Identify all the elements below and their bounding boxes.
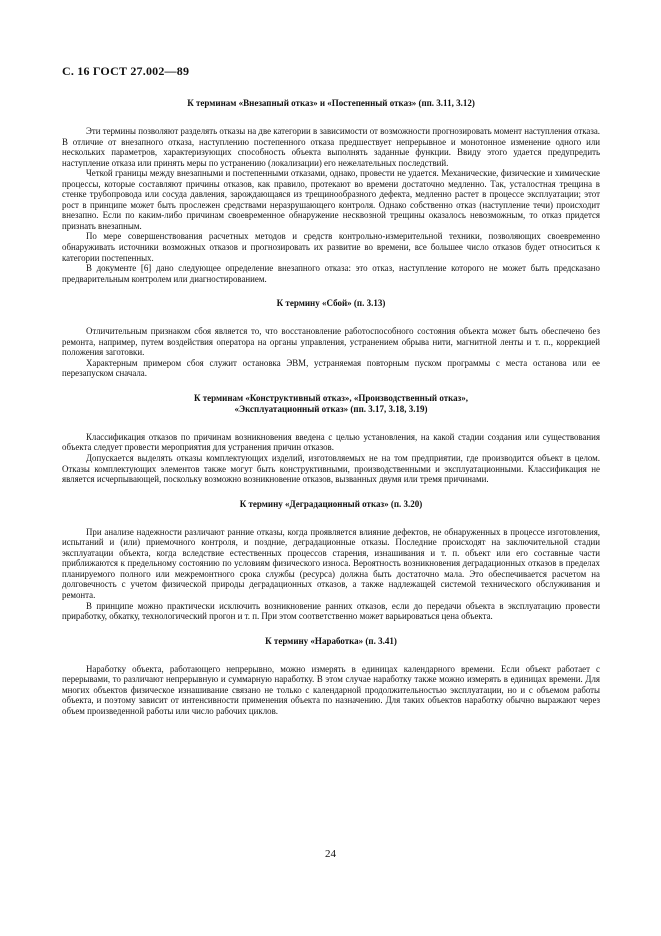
- section-operating-time: [62, 636, 600, 717]
- heading-line: «Эксплуатационный отказ» (пп. 3.17, 3.18, 3.19): [234, 403, 428, 414]
- paragraph: Характерным примером сбоя служит остановка ЭВМ, устраняемая повторным пуском программы с места останова или ее перезапуском сначала.: [62, 357, 600, 379]
- paragraph: Отличительным признаком сбоя является то, что восстановление работоспособного состояния объекта может быть обеспечено без ремонта, например, путем воздействия оператора на органы управления, устранением обрыва нити, магнитной ленты и т. п., коррекцией положения заготовки.: [62, 326, 600, 358]
- paragraph: Эти термины позволяют разделять отказы на две категории в зависимости от возможности прогнозировать момент наступления отказа. В отличие от внезапного отказа, наступлению постепенного отказа предшествует непрерывное и монотонное изменение одного или нескольких параметров, характеризующих способность объекта выполнять заданные функции. Ввиду этого удается предупредить наступление отказа или принять меры по устранению (локализации) его нежелательных последствий.: [62, 126, 600, 168]
- spacer: [62, 379, 600, 393]
- heading-line: К терминам «Внезапный отказ» и «Постепенный отказ» (пп. 3.11, 3.12): [187, 98, 475, 108]
- heading-line: К термину «Сбой» (п. 3.13): [276, 298, 386, 309]
- spacer: [62, 284, 600, 298]
- section-heading: [62, 499, 600, 510]
- section-degradation-failure: [62, 499, 600, 622]
- heading-line: К терминам «Конструктивный отказ», «Производственный отказ»,: [193, 392, 469, 403]
- section-heading: [62, 393, 600, 415]
- heading-line: К термину «Наработка» (п. 3.41): [265, 635, 397, 646]
- paragraph: По мере совершенствования расчетных методов и средств контрольно-измерительной техники, позволяющих своевременно обнаруживать источники возможных отказов и прогнозировать их развитие во времени, все большее число отказов будет относиться к категории постепенных.: [62, 231, 600, 263]
- section-heading: [62, 636, 600, 647]
- section-glitch: [62, 298, 600, 379]
- paragraph: Наработку объекта, работающего непрерывно, можно измерять в единицах календарного времени. Если объект работает с перерывами, то различают непрерывную и суммарную наработку. В этом случае наработку также можно измерять в единицах времени. Для многих объектов физическое изнашивание связано не только с календарной продолжительностью эксплуатации, но и с объемом работы объекта, и поэтому зависит от интенсивности применения объекта по назначению. Для таких объектов наработку обычно выражают через объем произведенной работы или число рабочих циклов.: [62, 663, 600, 716]
- paragraph: Допускается выделять отказы комплектующих изделий, изготовляемых не на том предприятии, где производится объект в целом. Отказы комплектующих элементов также могут быть конструктивными, производственными и эксплуатационными. Классификация не является исчерпывающей, поскольку возможно возникновение отказов, вызванных двумя или тремя причинами.: [62, 453, 600, 485]
- paragraph: В документе [6] дано следующее определение внезапного отказа: это отказ, наступление которого не может быть предсказано предварительным контролем или диагностированием.: [62, 263, 600, 284]
- page-number: 24: [325, 848, 336, 860]
- paragraph: Четкой границы между внезапными и постепенными отказами, однако, провести не удается. Механические, физические и химические процессы, которые составляют причины отказов, как правило, протекают во времени достаточно медленно. Так, усталостная трещина в стенке трубопровода или сосуда давления, зарождающаяся из трещинообразного дефекта, медленно растет в процессе эксплуатации; этот рост в принципе может быть прослежен средствами неразрушающего контроля. Однако собственно отказ (наступление течи) происходит внезапно. Если по каким-либо причинам своевременное обнаружение несквозной трещины оказалось невозможным, то отказ придется признать внезапным.: [62, 168, 600, 231]
- paragraph: При анализе надежности различают ранние отказы, когда проявляется влияние дефектов, не обнаруженных в процессе изготовления, испытаний и (или) приемочного контроля, и поздние, деградационные отказы. Последние происходят на заключительной стадии эксплуатации объекта, когда вследствие естественных процессов старения, изнашивания и т. п. объект или его составные части приближаются к предельному состоянию по условиям физического износа. Вероятность возникновения деградационных отказов в пределах планируемого полного или межремонтного срока службы (ресурса) должна быть достаточно мала. Это обеспечивается расчетом на долговечность с учетом физической природы деградационных отказов, а также надлежащей системой технического обслуживания и ремонта.: [62, 526, 600, 600]
- document-body: [62, 98, 600, 716]
- spacer: [62, 485, 600, 499]
- section-heading: [62, 98, 600, 109]
- page-header: С. 16 ГОСТ 27.002—89: [62, 64, 190, 78]
- section-failure-causes: [62, 393, 600, 485]
- paragraph: В принципе можно практически исключить возникновение ранних отказов, если до передачи объекта в эксплуатацию провести приработку, обкатку, технологический прогон и т. п. При этом соответственно может варьироваться цена объекта.: [62, 600, 600, 622]
- paragraph: Классификация отказов по причинам возникновения введена с целью установления, на какой стадии создания или существования объекта следует провести мероприятия для устранения причин отказов.: [62, 431, 600, 453]
- section-sudden-gradual-failure: [62, 98, 600, 284]
- heading-line: К термину «Деградационный отказ» (п. 3.20): [239, 498, 423, 509]
- spacer: [62, 622, 600, 636]
- section-heading: [62, 298, 600, 309]
